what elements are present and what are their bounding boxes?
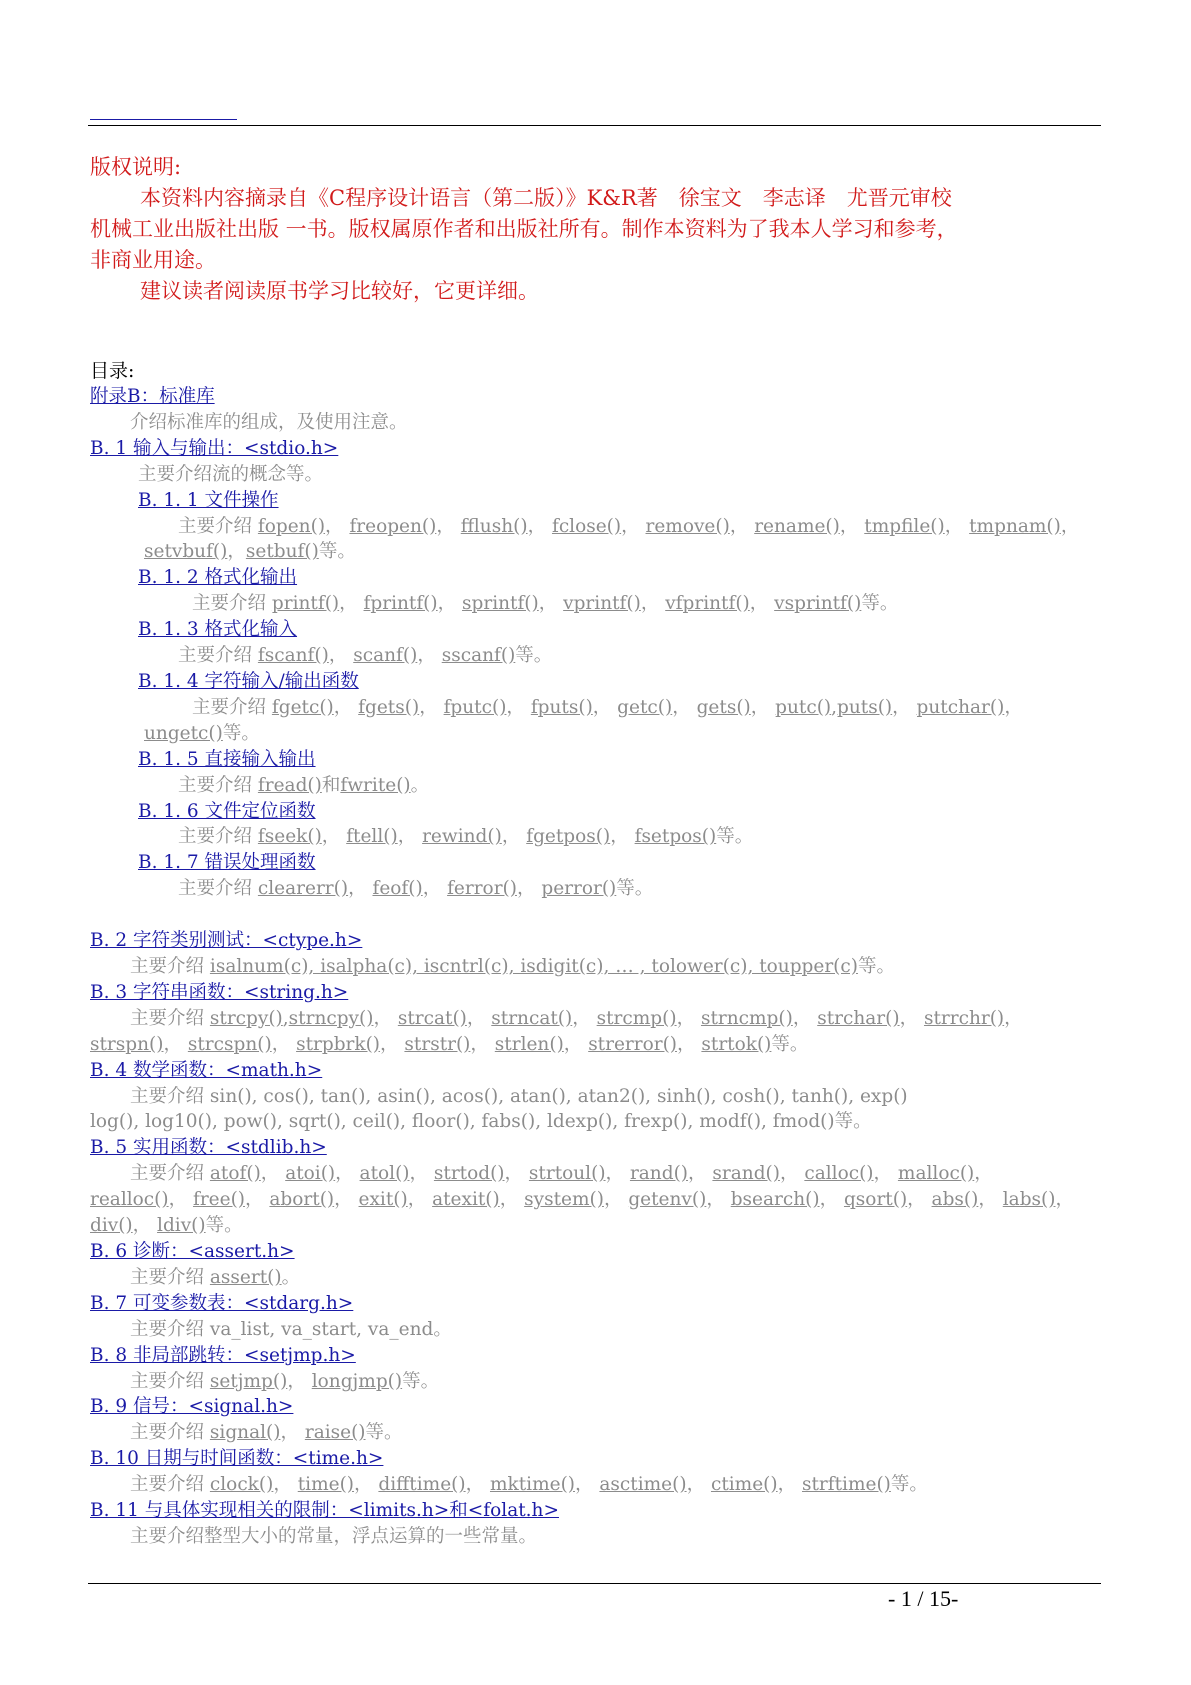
- fn-link[interactable]: strcmp(): [596, 1007, 677, 1029]
- toc-link-b1-4[interactable]: B. 1. 4 字符输入/输出函数: [138, 670, 359, 692]
- toc-link-b10[interactable]: B. 10 日期与时间函数：<time.h>: [90, 1448, 384, 1470]
- fn-link[interactable]: strcat(): [397, 1007, 467, 1029]
- toc-link-b1-1[interactable]: B. 1. 1 文件操作: [138, 489, 279, 511]
- fn-link[interactable]: setbuf(): [245, 541, 319, 563]
- fn-link[interactable]: fprintf(): [363, 593, 438, 615]
- desc-prefix: 主要介绍: [130, 956, 205, 978]
- fn-link[interactable]: ftell(): [346, 826, 398, 848]
- fn-link[interactable]: exit(): [358, 1189, 408, 1211]
- fn-link[interactable]: fread(): [257, 774, 322, 796]
- toc-desc-b3-cont: strspn()， strcspn()， strpbrk()， strstr()， strlen()， strerror()， strtok()等。: [90, 1033, 809, 1055]
- copyright-title: 版权说明:: [90, 155, 182, 179]
- fn-link[interactable]: calloc(): [804, 1163, 874, 1185]
- fn-link[interactable]: vprintf(): [563, 593, 641, 615]
- toc-desc-b10: 主要介绍 clock()， time()， difftime()， mktime()， asctime()， ctime()， strftime()等。: [130, 1474, 928, 1496]
- desc-prefix: 主要介绍: [178, 645, 253, 667]
- fn-link[interactable]: gets(): [696, 696, 751, 718]
- copyright-line: 本资料内容摘录自《C程序设计语言（第二版）》K&R著 徐宝文 李志译 尤晋元审校: [140, 186, 952, 210]
- toc-desc-b9: 主要介绍 signal()， raise()等。: [130, 1422, 403, 1444]
- fn-link[interactable]: fgetc(): [271, 696, 334, 718]
- toc-link-b11[interactable]: B. 11 与具体实现相关的限制：<limits.h>和<folat.h>: [90, 1500, 559, 1522]
- fn-list: va_list, va_start, va_end: [209, 1318, 434, 1340]
- copyright-line: 建议读者阅读原书学习比较好，它更详细。: [140, 279, 539, 303]
- fn-link[interactable]: fseek(): [257, 826, 322, 848]
- fn-link[interactable]: clearerr(): [257, 878, 349, 900]
- toc-desc-b4: [90, 1084, 1100, 1110]
- desc-suffix: 。: [410, 774, 430, 796]
- desc-prefix: 主要介绍: [130, 1422, 205, 1444]
- fn-link[interactable]: malloc(): [897, 1163, 975, 1185]
- page-number: - 1 / 15-: [888, 1586, 959, 1611]
- toc-desc-b5-cont2: div()， ldiv()等。: [90, 1215, 243, 1237]
- fn-link[interactable]: bsearch(): [730, 1189, 820, 1211]
- fn-link[interactable]: fflush(): [460, 515, 528, 537]
- toc-link-b8[interactable]: B. 8 非局部跳转：<setjmp.h>: [90, 1344, 356, 1366]
- fn-link[interactable]: atol(): [359, 1163, 410, 1185]
- fn-link[interactable]: perror(): [541, 878, 617, 900]
- fn-link[interactable]: putchar(): [916, 696, 1005, 718]
- toc-desc-b5-cont: realloc()， free()， abort()， exit()， atexit()， system()， getenv()， bsearch()， qsort()， abs()， labs()，: [90, 1189, 1074, 1211]
- desc-prefix: 主要介绍: [192, 696, 267, 718]
- fn-link[interactable]: fputc(): [443, 696, 507, 718]
- fn-link[interactable]: tmpfile(): [864, 515, 945, 537]
- header-link-underline: [90, 119, 237, 120]
- toc-link-b1-6[interactable]: B. 1. 6 文件定位函数: [138, 800, 316, 822]
- fn-link[interactable]: abs(): [931, 1189, 979, 1211]
- toc-desc: 介绍标准库的组成，及使用注意。: [130, 411, 408, 433]
- desc-prefix: 主要介绍: [192, 593, 267, 615]
- desc-suffix: 等。: [402, 1370, 440, 1392]
- fn-link[interactable]: vfprintf(): [665, 593, 750, 615]
- fn-link[interactable]: time(): [297, 1474, 355, 1496]
- fn-link[interactable]: scanf(): [353, 645, 418, 667]
- fn-link[interactable]: free(): [192, 1189, 246, 1211]
- fn-link[interactable]: getenv(): [628, 1189, 707, 1211]
- spacer: [90, 902, 1100, 928]
- fn-link[interactable]: strcspn(): [187, 1033, 272, 1055]
- desc-suffix: 等。: [222, 722, 260, 744]
- toc-desc-b5: 主要介绍 atof()， atoi()， atol()， strtod()， strtoul()， rand()， srand()， calloc()， malloc()，: [130, 1163, 993, 1185]
- fn-link[interactable]: freopen(): [349, 515, 437, 537]
- toc-link-b2[interactable]: B. 2 字符类别测试：<ctype.h>: [90, 930, 363, 952]
- fn-link[interactable]: qsort(): [843, 1189, 908, 1211]
- fn-link[interactable]: asctime(): [599, 1474, 687, 1496]
- toc-link-b1-7[interactable]: B. 1. 7 错误处理函数: [138, 852, 316, 874]
- desc-conj: 和: [321, 774, 341, 796]
- desc-suffix: 等。: [365, 1422, 403, 1444]
- fn-list: sin(), cos(), tan(), asin(), acos(), atan(), atan2(), sinh(), cosh(), tanh(), exp(): [209, 1085, 908, 1107]
- desc-prefix: 主要介绍: [130, 1085, 205, 1107]
- desc-suffix: 等。: [771, 1033, 809, 1055]
- fn-link[interactable]: raise(): [304, 1422, 366, 1444]
- fn-link[interactable]: strtok(): [701, 1033, 772, 1055]
- table-of-contents: [90, 384, 1100, 1550]
- fn-link[interactable]: ldiv(): [157, 1215, 206, 1237]
- fn-link[interactable]: fscanf(): [257, 645, 329, 667]
- copyright-notice: [90, 152, 1090, 307]
- fn-link[interactable]: rewind(): [422, 826, 502, 848]
- fn-link[interactable]: assert(): [209, 1266, 282, 1288]
- fn-link[interactable]: strpbrk(): [296, 1033, 381, 1055]
- toc-desc-b1-6: 主要介绍 fseek()， ftell()， rewind()， fgetpos()， fsetpos()等。: [178, 826, 754, 848]
- desc-prefix: 主要介绍: [130, 1318, 205, 1340]
- fn-link[interactable]: mktime(): [489, 1474, 576, 1496]
- fn-link[interactable]: strchar(): [817, 1007, 900, 1029]
- desc-suffix: 等。: [716, 826, 754, 848]
- copyright-line: 机械工业出版社出版 一书。版权属原作者和出版社所有。制作本资料为了我本人学习和参考，: [90, 217, 958, 241]
- toc-desc-b3: 主要介绍 strcpy(),strncpy()， strcat()， strncat()， strcmp()， strncmp()， strchar()， strrchr()，: [130, 1007, 1023, 1029]
- fn-link[interactable]: puts(): [837, 696, 893, 718]
- desc-suffix: 。: [433, 1318, 452, 1340]
- desc-prefix: 主要介绍: [130, 1007, 205, 1029]
- fn-link[interactable]: strtoul(): [528, 1163, 606, 1185]
- fn-link[interactable]: strlen(): [494, 1033, 564, 1055]
- toc-desc-b8: 主要介绍 setjmp()， longjmp()等。: [130, 1370, 440, 1392]
- fn-link[interactable]: fopen(): [257, 515, 326, 537]
- toc-link-b9[interactable]: B. 9 信号：<signal.h>: [90, 1396, 294, 1418]
- desc-prefix: 主要介绍: [130, 1474, 205, 1496]
- fn-link[interactable]: labs(): [1002, 1189, 1056, 1211]
- desc-suffix: 等。: [616, 878, 654, 900]
- fn-link[interactable]: abort(): [269, 1189, 335, 1211]
- copyright-line: 非商业用途。: [90, 248, 216, 272]
- fn-link[interactable]: atoi(): [285, 1163, 336, 1185]
- desc-suffix: 等。: [834, 1111, 872, 1133]
- toc-desc: 主要介绍流的概念等。: [138, 463, 324, 485]
- toc-desc-b2: [90, 954, 1100, 980]
- toc-desc-b1-1: 主要介绍 fopen()， freopen()， fflush()， fclose()， remove()， rename()， tmpfile()， tmpnam()，: [178, 515, 1080, 537]
- fn-link[interactable]: setvbuf(): [144, 541, 228, 563]
- desc-prefix: 主要介绍: [178, 826, 253, 848]
- toc-desc-b1-5: [90, 773, 1100, 799]
- fn-link[interactable]: atof(): [209, 1163, 261, 1185]
- fn-link[interactable]: fputs(): [530, 696, 593, 718]
- fn-link[interactable]: ungetc(): [144, 722, 223, 744]
- fn-link[interactable]: clock(): [209, 1474, 274, 1496]
- fn-link[interactable]: putc(): [775, 696, 832, 718]
- toc-desc-b1-7: 主要介绍 clearerr()， feof()， ferror()， perror()等。: [178, 878, 654, 900]
- desc-suffix: 等。: [515, 645, 553, 667]
- desc-prefix: 主要介绍: [130, 1266, 205, 1288]
- toc-link-b7[interactable]: B. 7 可变参数表：<stdarg.h>: [90, 1292, 354, 1314]
- fn-link[interactable]: strtod(): [433, 1163, 505, 1185]
- fn-link[interactable]: fgetpos(): [526, 826, 611, 848]
- desc-suffix: 等。: [857, 956, 895, 978]
- toc-link-b3[interactable]: B. 3 字符串函数：<string.h>: [90, 981, 349, 1003]
- fn-link[interactable]: sprintf(): [462, 593, 539, 615]
- fn-link[interactable]: strncmp(): [700, 1007, 793, 1029]
- fn-link[interactable]: fgets(): [358, 696, 420, 718]
- toc-link-b5[interactable]: B. 5 实用函数：<stdlib.h>: [90, 1137, 327, 1159]
- toc-desc-b1-4: 主要介绍 fgetc()， fgets()， fputc()， fputs()， getc()， gets()， putc(),puts()， putchar()，: [192, 696, 1023, 718]
- toc-link-b6[interactable]: B. 6 诊断：<assert.h>: [90, 1241, 295, 1262]
- fn-link[interactable]: strrchr(): [923, 1007, 1005, 1029]
- toc-title: 目录:: [90, 360, 135, 382]
- fn-link[interactable]: strncpy(): [288, 1007, 374, 1029]
- fn-link[interactable]: ctime(): [710, 1474, 778, 1496]
- desc-prefix: 主要介绍: [178, 878, 253, 900]
- desc-suffix: 等。: [318, 541, 356, 563]
- fn-link[interactable]: difftime(): [378, 1474, 466, 1496]
- desc-suffix: 等。: [205, 1215, 243, 1237]
- fn-link[interactable]: system(): [524, 1189, 604, 1211]
- desc-prefix: 主要介绍: [178, 515, 253, 537]
- toc-desc-b1-1-cont: setvbuf()，setbuf()等。: [144, 541, 356, 563]
- fn-link[interactable]: sscanf(): [441, 645, 516, 667]
- desc-suffix: 等。: [861, 593, 899, 615]
- fn-link[interactable]: atexit(): [432, 1189, 500, 1211]
- toc-desc-b4-cont: [90, 1109, 1100, 1135]
- fn-link[interactable]: ferror(): [447, 878, 517, 900]
- fn-link[interactable]: srand(): [712, 1163, 780, 1185]
- fn-link[interactable]: isalnum(c), isalpha(c), iscntrl(c), isdigit(c), … , tolower(c), toupper(c): [209, 956, 858, 978]
- fn-link[interactable]: printf(): [271, 593, 340, 615]
- toc-desc-b1-2: 主要介绍 printf()， fprintf()， sprintf()， vprintf()， vfprintf()， vsprintf()等。: [192, 593, 899, 615]
- fn-link[interactable]: strncat(): [491, 1007, 573, 1029]
- fn-link[interactable]: realloc(): [90, 1189, 169, 1211]
- toc-link-b1-3[interactable]: B. 1. 3 格式化输入: [138, 619, 298, 641]
- fn-link[interactable]: strspn(): [90, 1033, 164, 1055]
- fn-link[interactable]: strerror(): [588, 1033, 678, 1055]
- fn-link[interactable]: strftime(): [802, 1474, 891, 1496]
- toc-desc-b11: 主要介绍整型大小的常量，浮点运算的一些常量。: [130, 1525, 538, 1547]
- fn-list: log(), log10(), pow(), sqrt(), ceil(), floor(), fabs(), ldexp(), frexp(), modf(), fmod(): [90, 1111, 835, 1133]
- fn-link[interactable]: longjmp(): [311, 1370, 403, 1392]
- desc-suffix: 等。: [890, 1474, 928, 1496]
- fn-link[interactable]: getc(): [617, 696, 673, 718]
- fn-link[interactable]: setjmp(): [209, 1370, 288, 1392]
- toc-link-b1-2[interactable]: B. 1. 2 格式化输出: [138, 567, 298, 589]
- fn-link[interactable]: fwrite(): [340, 774, 411, 796]
- fn-link[interactable]: rand(): [629, 1163, 689, 1185]
- desc-prefix: 主要介绍: [130, 1163, 205, 1185]
- fn-link[interactable]: signal(): [209, 1422, 281, 1444]
- toc-link-appendix-b[interactable]: 附录B：标准库: [90, 386, 215, 407]
- toc-link-b1-5[interactable]: B. 1. 5 直接输入输出: [138, 748, 316, 770]
- toc-desc-b1-4-cont: [90, 721, 1100, 747]
- fn-link[interactable]: remove(): [645, 515, 730, 537]
- fn-link[interactable]: strcpy(): [209, 1007, 283, 1029]
- toc-desc-b1-3: 主要介绍 fscanf()， scanf()， sscanf()等。: [178, 645, 553, 667]
- fn-link[interactable]: tmpnam(): [969, 515, 1061, 537]
- fn-link[interactable]: strstr(): [404, 1033, 471, 1055]
- toc-link-b4[interactable]: B. 4 数学函数：<math.h>: [90, 1059, 323, 1081]
- desc-prefix: 主要介绍: [178, 774, 253, 796]
- fn-link[interactable]: fsetpos(): [634, 826, 717, 848]
- fn-link[interactable]: rename(): [754, 515, 840, 537]
- fn-link[interactable]: vsprintf(): [774, 593, 862, 615]
- toc-desc-b6: [90, 1265, 1100, 1291]
- fn-link[interactable]: feof(): [372, 878, 423, 900]
- desc-prefix: 主要介绍: [130, 1370, 205, 1392]
- header-rule: [88, 125, 1101, 126]
- toc-desc-b7: [90, 1317, 1100, 1343]
- fn-link[interactable]: fclose(): [551, 515, 622, 537]
- desc-suffix: 。: [281, 1266, 301, 1288]
- footer-rule: [88, 1583, 1101, 1584]
- toc-link-b1[interactable]: B. 1 输入与输出：<stdio.h>: [90, 437, 339, 459]
- fn-link[interactable]: div(): [90, 1215, 133, 1237]
